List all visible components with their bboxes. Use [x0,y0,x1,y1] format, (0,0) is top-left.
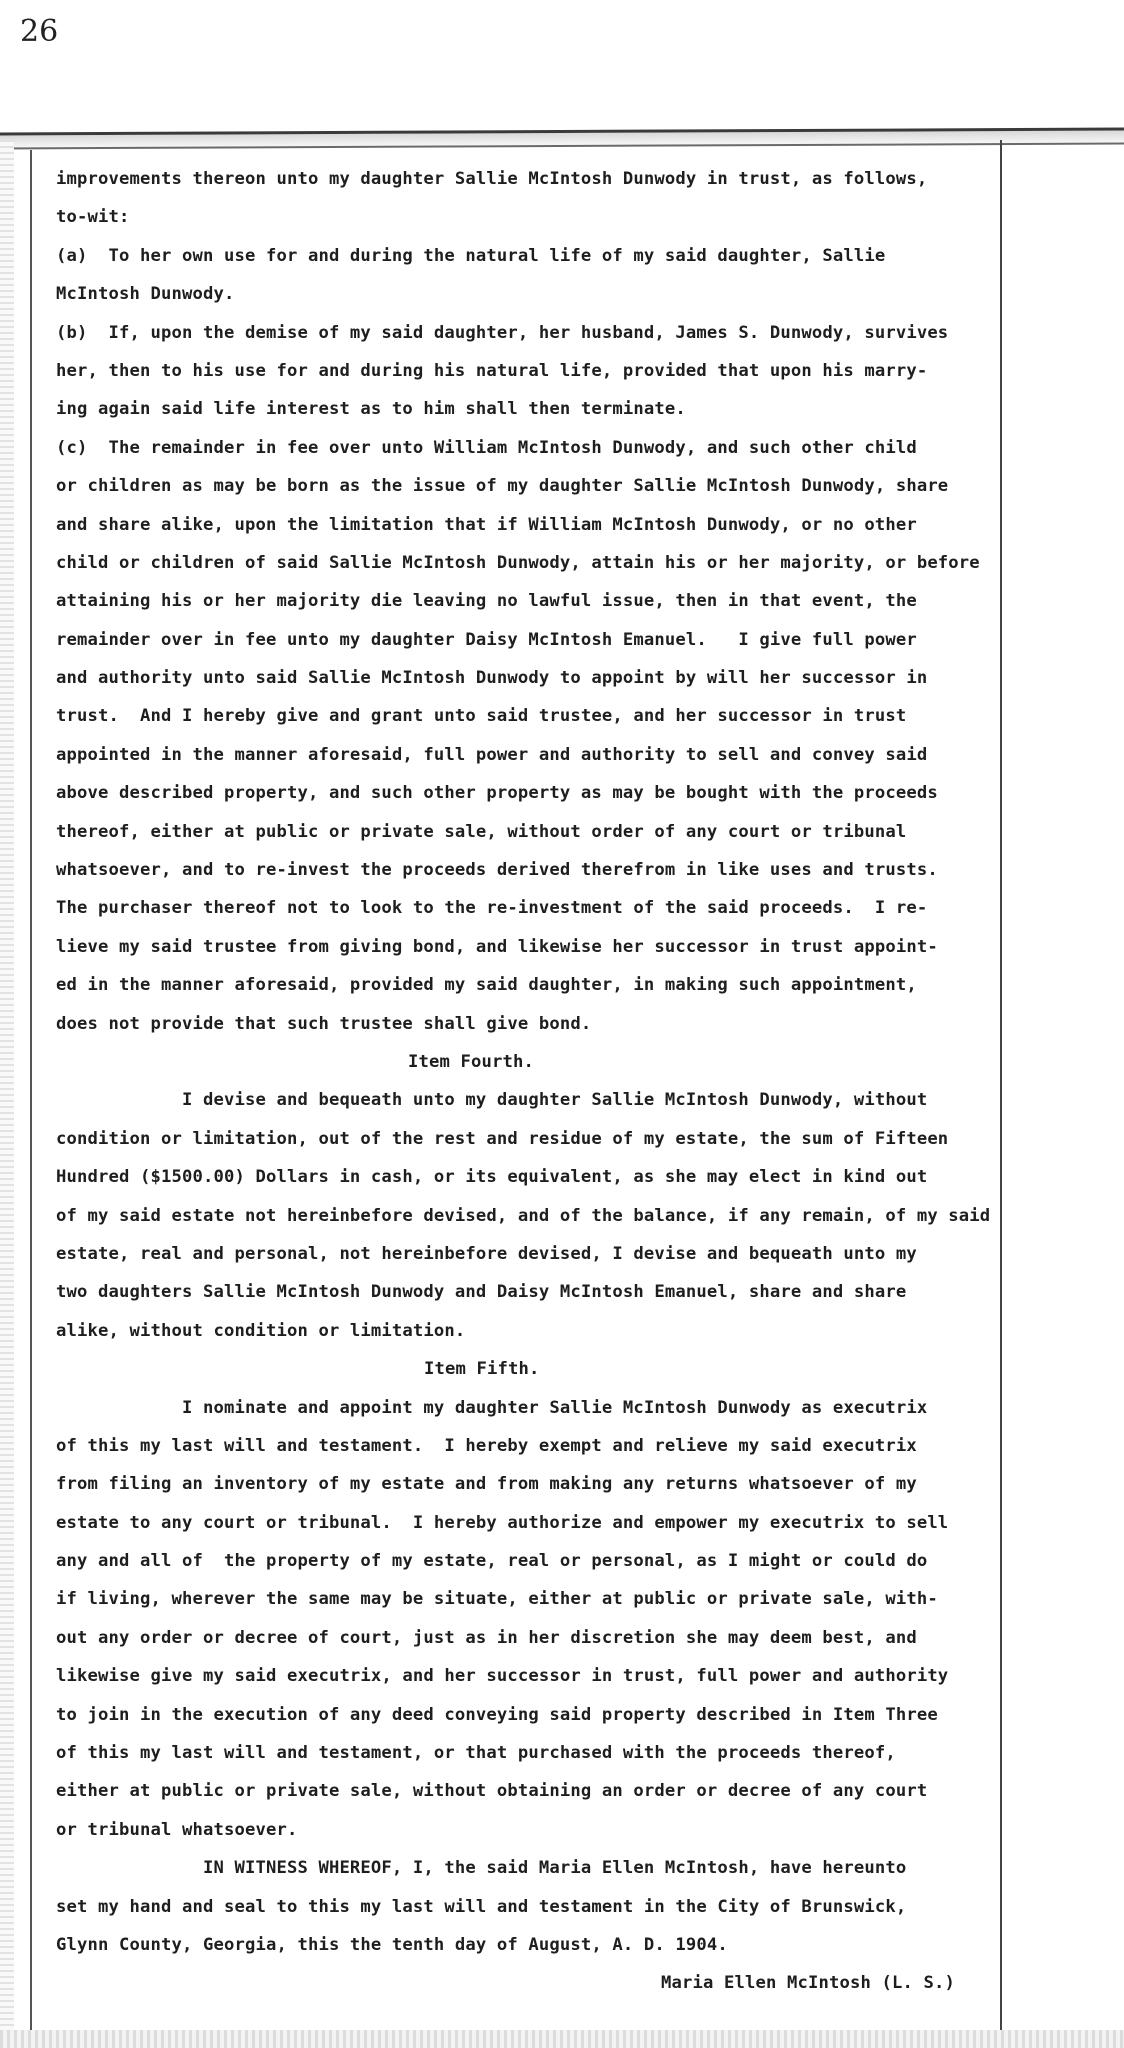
item-third-continuation [56,160,1096,1043]
heading-item-fourth: Item Fourth. [408,1051,534,1072]
text-line: or tribunal whatsoever. [56,1819,298,1840]
text-line: if living, wherever the same may be situate, either at public or private sale, with- [56,1589,938,1610]
text-line: lieve my said trustee from giving bond, and likewise her successor in trust appoint- [56,936,938,957]
text-line: The purchaser thereof not to look to the re-investment of the said proceeds. I re- [56,898,928,919]
text-line: to-wit: [56,207,130,228]
text-line: alike, without condition or limitation. [56,1320,466,1341]
text-line: out any order or decree of court, just as in her discretion she may deem best, and [56,1627,917,1648]
text-line: child or children of said Sallie McIntosh Dunwody, attain his or her majority, or before [56,552,980,573]
text-line: Hundred ($1500.00) Dollars in cash, or its equivalent, as she may elect in kind out [56,1167,928,1188]
text-line: appointed in the manner aforesaid, full power and authority to sell and convey said [56,744,928,765]
text-line: condition or limitation, out of the rest and residue of my estate, the sum of Fifteen [56,1128,949,1149]
text-line: thereof, either at public or private sale, without order of any court or tribunal [56,821,907,842]
text-line: (c) The remainder in fee over unto William McIntosh Dunwody, and such other child [56,437,917,458]
testator-signature: Maria Ellen McIntosh (L. S.) [661,1973,955,1994]
text-line: improvements thereon unto my daughter Sallie McIntosh Dunwody in trust, as follows, [56,169,928,189]
text-line: estate, real and personal, not hereinbefore devised, I devise and bequeath unto my [56,1243,917,1264]
item-fourth-body [56,1081,1096,1350]
text-line: trust. And I hereby give and grant unto said trustee, and her successor in trust [56,706,907,727]
text-line: (b) If, upon the demise of my said daughter, her husband, James S. Dunwody, survives [56,322,949,343]
top-rule [0,128,1124,150]
text-line: McIntosh Dunwody. [56,284,235,305]
heading-item-fifth: Item Fifth. [424,1359,540,1380]
text-line: or children as may be born as the issue of my daughter Sallie McIntosh Dunwody, share [56,476,949,497]
text-line: of my said estate not hereinbefore devised, and of the balance, if any remain, of my said [56,1205,991,1226]
text-line: from filing an inventory of my estate and from making any returns whatsoever of my [56,1474,917,1495]
text-line: any and all of the property of my estate, real or personal, as I might or could do [56,1551,928,1572]
witness-clause [56,1849,1096,1964]
text-line: of this my last will and testament. I hereby exempt and relieve my said executrix [56,1435,917,1456]
text-line: IN WITNESS WHEREOF, I, the said Maria Ellen McIntosh, have hereunto [56,1858,907,1879]
text-line: her, then to his use for and during his natural life, provided that upon his marry- [56,360,928,381]
page-number: 26 [20,14,59,49]
text-line: to join in the execution of any deed conveying said property described in Item Three [56,1704,938,1725]
document-body [56,160,1096,2003]
text-line: estate to any court or tribunal. I hereby authorize and empower my executrix to sell [56,1512,949,1533]
text-line: I nominate and appoint my daughter Sallie McIntosh Dunwody as executrix [56,1397,928,1418]
text-line: remainder over in fee unto my daughter Daisy McIntosh Emanuel. I give full power [56,629,917,650]
text-line: set my hand and seal to this my last will and testament in the City of Brunswick, [56,1896,907,1917]
scan-left-edge [0,140,14,2048]
text-line: whatsoever, and to re-invest the proceeds derived therefrom in like uses and trusts. [56,860,938,881]
scan-bottom-edge [0,2030,1124,2048]
text-line: attaining his or her majority die leaving no lawful issue, then in that event, the [56,591,917,612]
text-line: likewise give my said executrix, and her successor in trust, full power and authority [56,1666,949,1687]
text-line: I devise and bequeath unto my daughter Sallie McIntosh Dunwody, without [56,1090,928,1111]
text-line: above described property, and such other property as may be bought with the proceeds [56,783,938,804]
text-line: of this my last will and testament, or that purchased with the proceeds thereof, [56,1743,896,1764]
text-line: ing again said life interest as to him shall then terminate. [56,399,686,420]
text-line: and share alike, upon the limitation that if William McIntosh Dunwody, or no other [56,514,917,535]
text-line: (a) To her own use for and during the natural life of my said daughter, Sallie [56,245,886,266]
text-line: ed in the manner aforesaid, provided my said daughter, in making such appointment, [56,975,917,996]
text-line: and authority unto said Sallie McIntosh Dunwody to appoint by will her successor in [56,668,928,689]
item-fifth-body [56,1389,1096,1850]
text-line: either at public or private sale, without obtaining an order or decree of any court [56,1781,928,1802]
text-line: does not provide that such trustee shall give bond. [56,1013,592,1034]
text-line: Glynn County, Georgia, this the tenth day of August, A. D. 1904. [56,1934,728,1955]
text-line: two daughters Sallie McIntosh Dunwody and Daisy McIntosh Emanuel, share and share [56,1282,907,1303]
